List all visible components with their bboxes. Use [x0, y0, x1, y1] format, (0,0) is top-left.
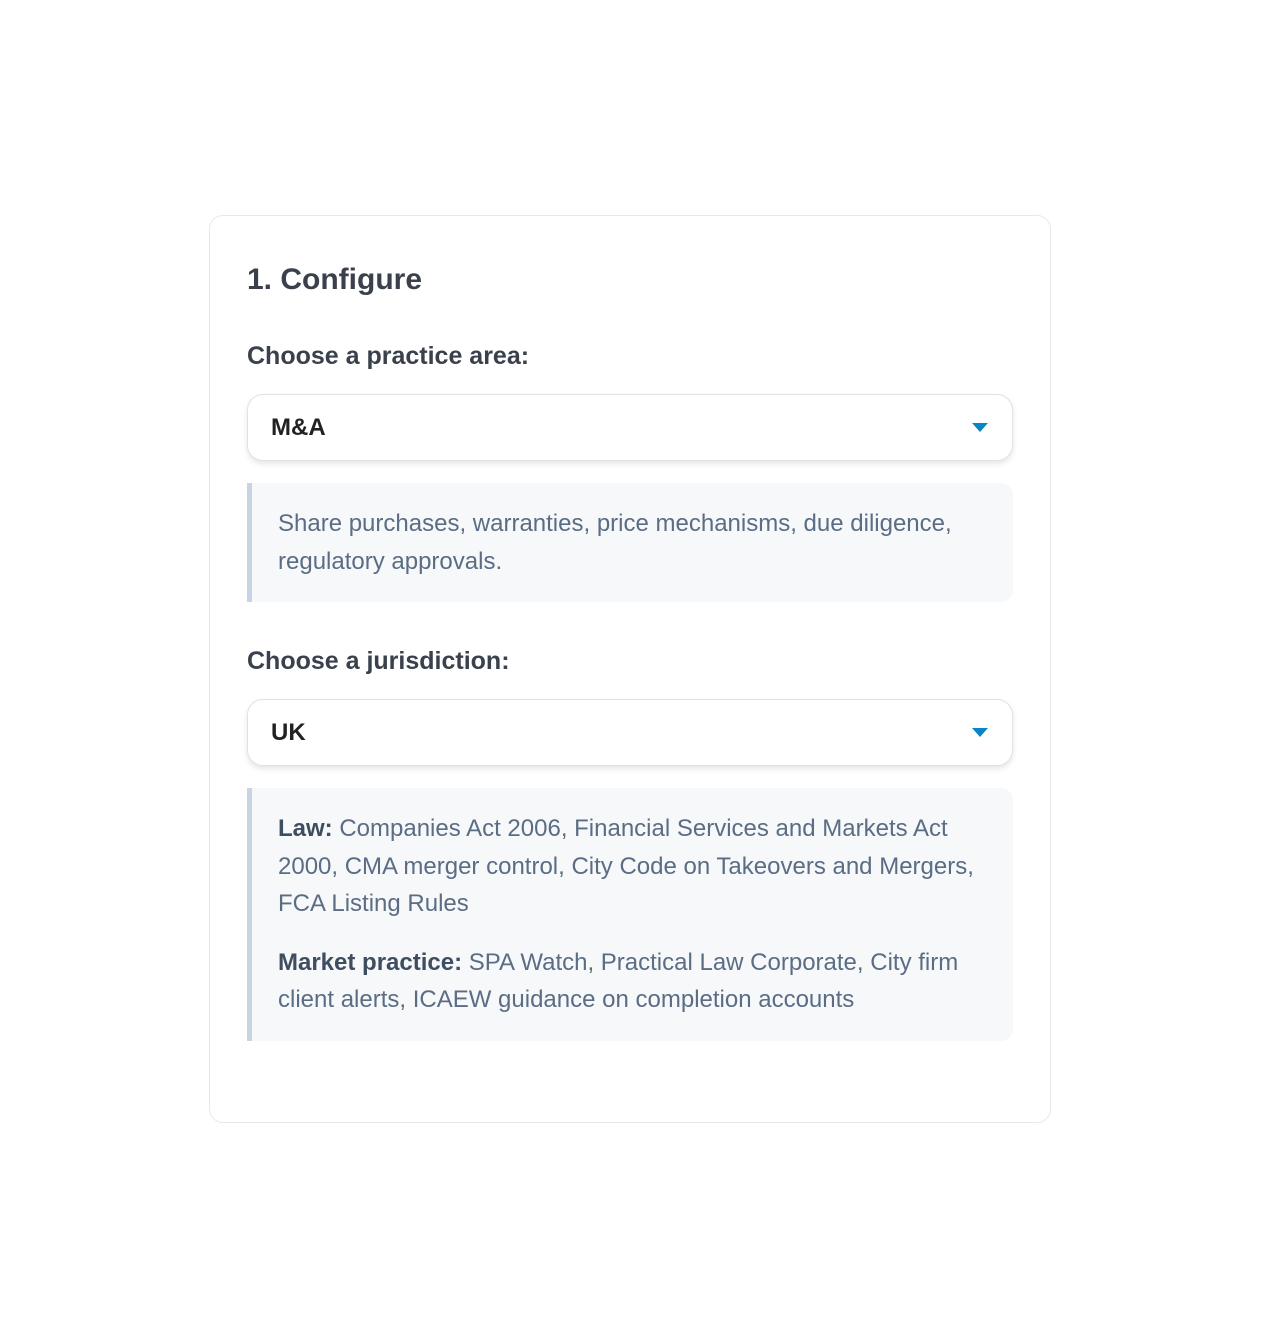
law-label: Law:	[278, 815, 333, 842]
configure-card	[209, 215, 1051, 1123]
caret-down-icon	[972, 728, 988, 737]
law-info	[278, 810, 987, 923]
section-title: 1. Configure	[247, 263, 423, 296]
market-practice-text: SPA Watch, Practical Law Corporate, City firm client alerts, ICAEW guidance on completion accounts	[278, 948, 959, 1013]
jurisdiction-select[interactable]	[247, 699, 1013, 766]
jurisdiction-value: UK	[271, 718, 306, 746]
market-practice-info	[278, 944, 987, 1019]
practice-area-description-text: Share purchases, warranties, price mechanisms, due diligence, regulatory approvals.	[278, 510, 952, 575]
law-text: Companies Act 2006, Financial Services and Markets Act 2000, CMA merger control, City Code on Takeovers and Mergers, FCA Listing Rules	[278, 815, 974, 917]
jurisdiction-label: Choose a jurisdiction:	[247, 647, 510, 675]
practice-area-label: Choose a practice area:	[247, 342, 530, 370]
practice-area-description	[247, 483, 1013, 602]
practice-area-value: M&A	[271, 413, 326, 441]
market-practice-label: Market practice:	[278, 948, 463, 976]
caret-down-icon	[972, 423, 988, 432]
jurisdiction-details	[247, 788, 1013, 1041]
practice-area-select[interactable]	[247, 394, 1013, 461]
